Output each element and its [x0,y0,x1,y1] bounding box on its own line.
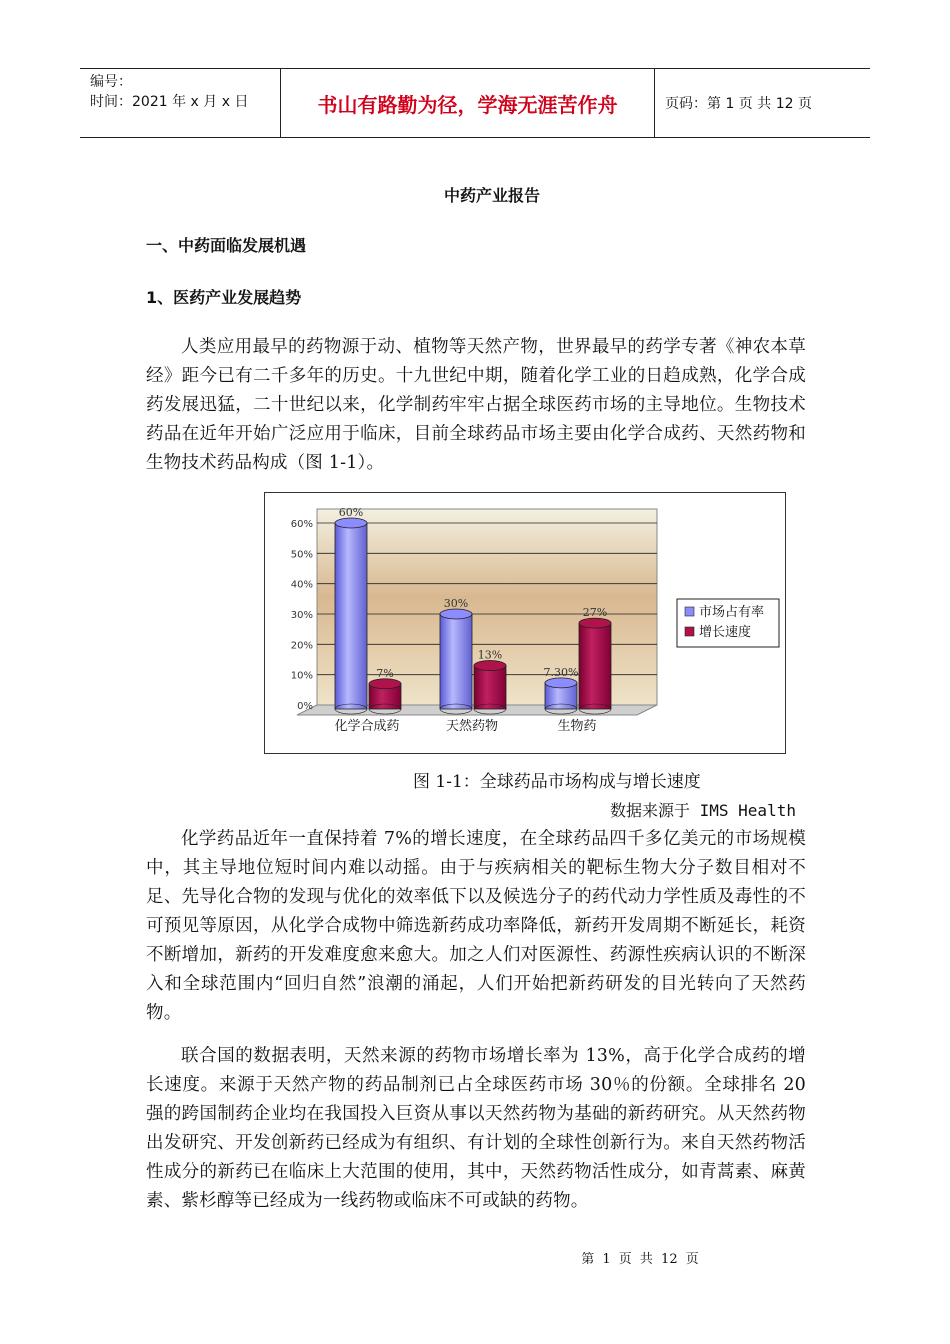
legend-label: 市场占有率 [699,605,765,620]
doc-time-label: 时间：2021 年 x 月 x 日 [90,94,249,110]
bar-top [369,679,401,689]
bar [579,623,611,709]
paragraph-1: 人类应用最早的药物源于动、植物等天然产物，世界最早的药学专著《神农本草经》距今已有二千多年的历史。十九世纪中期，随着化学工业的日趋成熟，化学合成药发展迅猛，二十世纪以来，化学制药牢牢占据全球医药市场的主导地位。生物技术药品在近年开始广泛应用于临床，目前全球药品市场主要由化学合成药、天然药物和生物技术药品构成（图 1-1）。 [146,337,806,473]
bar [474,666,506,709]
figure-caption: 图 1-1：全球药品市场构成与增长速度 [413,772,701,792]
section-heading: 一、中药面临发展机遇 [146,236,307,255]
category-label: 生物药 [557,719,597,734]
category-label: 天然药物 [445,719,499,734]
data-label: 27% [582,606,608,620]
data-label: 13% [477,648,503,662]
y-tick-label: 10% [290,670,313,682]
y-tick-label: 40% [290,579,313,591]
y-tick-label: 20% [290,640,313,652]
header-motto: 书山有路勤为径，学海无涯苦作舟 [281,69,655,137]
y-tick-label: 60% [290,519,313,530]
data-label: 30% [443,597,469,610]
category-label: 化学合成药 [334,719,400,734]
bar-top [335,518,367,528]
bar [335,523,367,709]
y-tick-label: 50% [290,549,313,561]
subsection-heading: 1、医药产业发展趋势 [146,288,302,307]
bar [440,614,472,709]
bar-top [545,678,577,688]
paragraph-2: 化学药品近年一直保持着 7%的增长速度，在全球药品四千多亿美元的市场规模中，其主导地位短时间内难以动摇。由于与疾病相关的靶标生物大分子数目相对不足、先导化合物的发现与优化的效率低下以及候选分子的药代动力学性质及毒性的不可预见等原因，从化学合成物中筛选新药成功率降低，新药开发周期不断延长，耗资不断增加，新药的开发难度愈来愈大。加之人们对医源性、药源性疾病认识的不断深入和全球范围内“回归自然”浪潮的涌起，人们开始把新药研发的目光转向了天然药物。 [146,829,806,1023]
data-label: 7% [376,666,394,680]
legend-swatch [685,607,694,616]
chart-figure [264,492,786,754]
y-tick-label: 0% [297,701,313,712]
header-meta [80,69,281,137]
page-footer: 第 1 页 共 12 页 [581,1252,699,1267]
data-label: 60% [338,506,364,519]
bar-chart [265,493,785,753]
paragraph-3: 联合国的数据表明，天然来源的药物市场增长率为 13%，高于化学合成药的增长速度。来源于天然产物的药品制剂已占全球医药市场 30％的份额。全球排名 20 强的跨国制药企业均在我国投入巨资从事以天然药物为基础的新药研究。从天然药物出发研究、开发创新药已经成为有组织、有计划的全球性创新行为。来自天然药物活性成分的新药已在临床上大范围的使用，其中，天然药物活性成分，如青蒿素、麻黄素、紫杉醇等已经成为一线药物或临床不可或缺的药物。 [146,1046,806,1211]
legend-swatch [685,627,694,636]
doc-number-label: 编号： [90,74,132,90]
y-tick-label: 30% [290,610,313,621]
data-label: 7.30% [543,665,579,679]
page-header [80,68,870,138]
header-page-label: 页码：第 1 页 共 12 页 [665,96,812,112]
bar-top [440,609,472,619]
figure-source: 数据来源于 IMS Health [610,801,796,820]
legend-label: 增长速度 [699,625,752,640]
doc-title: 中药产业报告 [443,186,540,205]
bar-top [579,618,611,628]
bar-top [474,661,506,671]
